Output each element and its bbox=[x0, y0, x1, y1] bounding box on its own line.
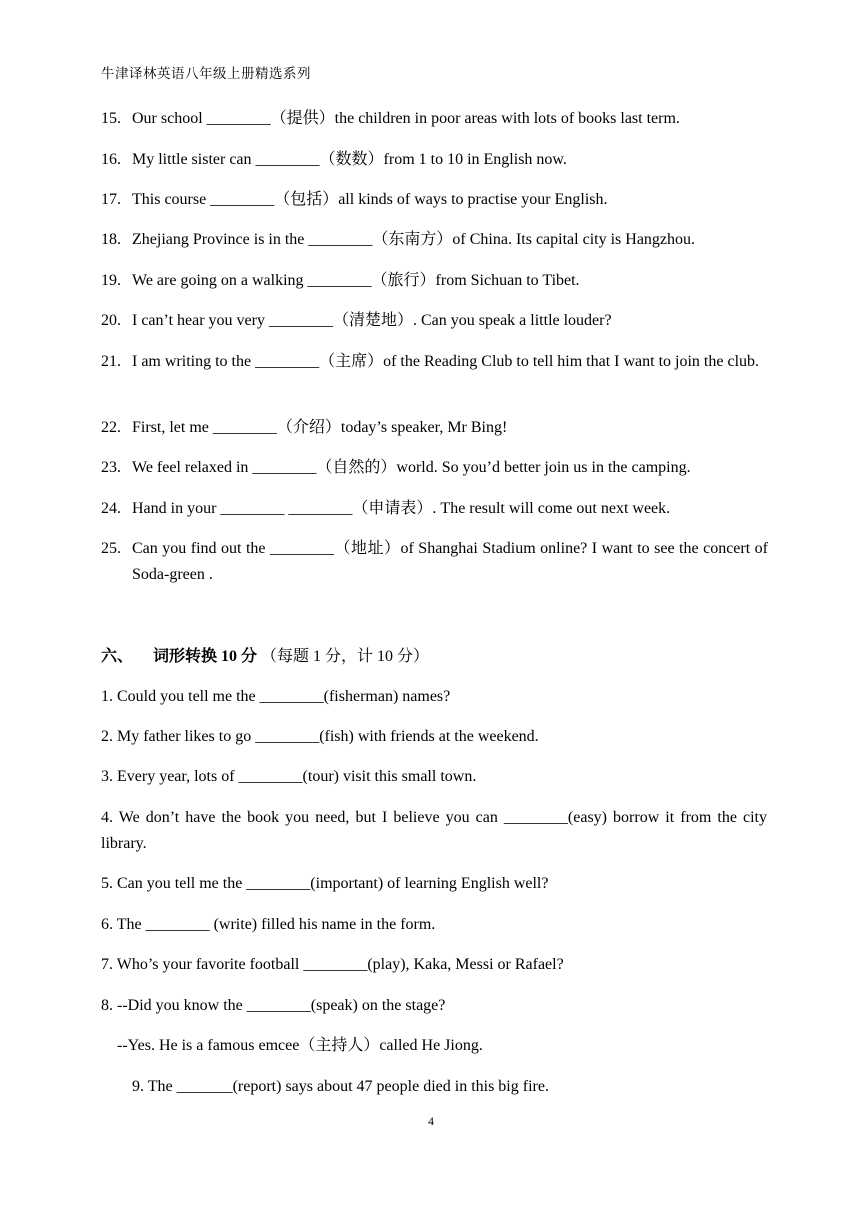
question-number: 18. bbox=[101, 231, 121, 248]
question-text: First, let me ________（介绍）today’s speaker, Mr Bing! bbox=[132, 419, 508, 436]
page-number: 4 bbox=[428, 1114, 434, 1128]
question-number: 23. bbox=[101, 459, 121, 476]
word-form-item-5: 5. Can you tell me the ________(important) of learning English well? bbox=[101, 875, 549, 892]
question-number: 19. bbox=[101, 272, 121, 289]
question-number: 21. bbox=[101, 353, 121, 370]
question-text: Our school ________（提供）the children in poor areas with lots of books last term. bbox=[132, 110, 680, 127]
question-number: 16. bbox=[101, 151, 121, 168]
word-form-item-7: 7. Who’s your favorite football ________(play), Kaka, Messi or Rafael? bbox=[101, 956, 564, 973]
word-form-item-8: 8. --Did you know the ________(speak) on the stage? bbox=[101, 997, 446, 1014]
word-form-item-1: 1. Could you tell me the ________(fisherman) names? bbox=[101, 688, 451, 705]
question-text: We feel relaxed in ________（自然的）world. So you’d better join us in the camping. bbox=[132, 459, 691, 476]
page-header: 牛津译林英语八年级上册精选系列 bbox=[101, 66, 311, 82]
question-text: This course ________（包括）all kinds of ways to practise your English. bbox=[132, 191, 608, 208]
question-number: 20. bbox=[101, 312, 121, 329]
question-text: I am writing to the ________（主席）of the Reading Club to tell him that I want to join the club. bbox=[132, 353, 760, 370]
word-form-item-9: 9. The _______(report) says about 47 people died in this big fire. bbox=[132, 1078, 549, 1095]
question-text: My little sister can ________（数数）from 1 to 10 in English now. bbox=[132, 151, 567, 168]
question-number: 15. bbox=[101, 110, 121, 127]
question-number: 24. bbox=[101, 500, 121, 517]
section-number: 六、 bbox=[101, 648, 134, 665]
question-text: Zhejiang Province is in the ________（东南方）of China. Its capital city is Hangzhou. bbox=[132, 231, 696, 248]
section-heading: 词形转换 10 分 bbox=[153, 648, 258, 665]
word-form-item-8-reply: --Yes. He is a famous emcee（主持人）called He Jiong. bbox=[117, 1037, 483, 1054]
section-score-note: （每题 1 分，计 10 分） bbox=[261, 648, 430, 665]
word-form-item-3: 3. Every year, lots of ________(tour) visit this small town. bbox=[101, 768, 477, 785]
question-text: I can’t hear you very ________（清楚地）. Can you speak a little louder? bbox=[132, 312, 612, 329]
question-number: 22. bbox=[101, 419, 121, 436]
question-text: Can you find out the ________（地址）of Shanghai Stadium online? I want to see the concert of Soda-green . bbox=[132, 540, 768, 583]
question-text: Hand in your ________ ________（申请表）. The result will come out next week. bbox=[132, 500, 671, 517]
section-title bbox=[101, 644, 429, 670]
question-text: We are going on a walking ________（旅行）from Sichuan to Tibet. bbox=[132, 272, 580, 289]
word-form-item-6: 6. The ________ (write) filled his name in the form. bbox=[101, 916, 436, 933]
question-number: 17. bbox=[101, 191, 121, 208]
word-form-item-2: 2. My father likes to go ________(fish) with friends at the weekend. bbox=[101, 728, 539, 745]
question-number: 25. bbox=[101, 540, 121, 557]
word-form-item-4: 4. We don’t have the book you need, but I believe you can ________(easy) borrow it from the city library. bbox=[101, 809, 767, 852]
